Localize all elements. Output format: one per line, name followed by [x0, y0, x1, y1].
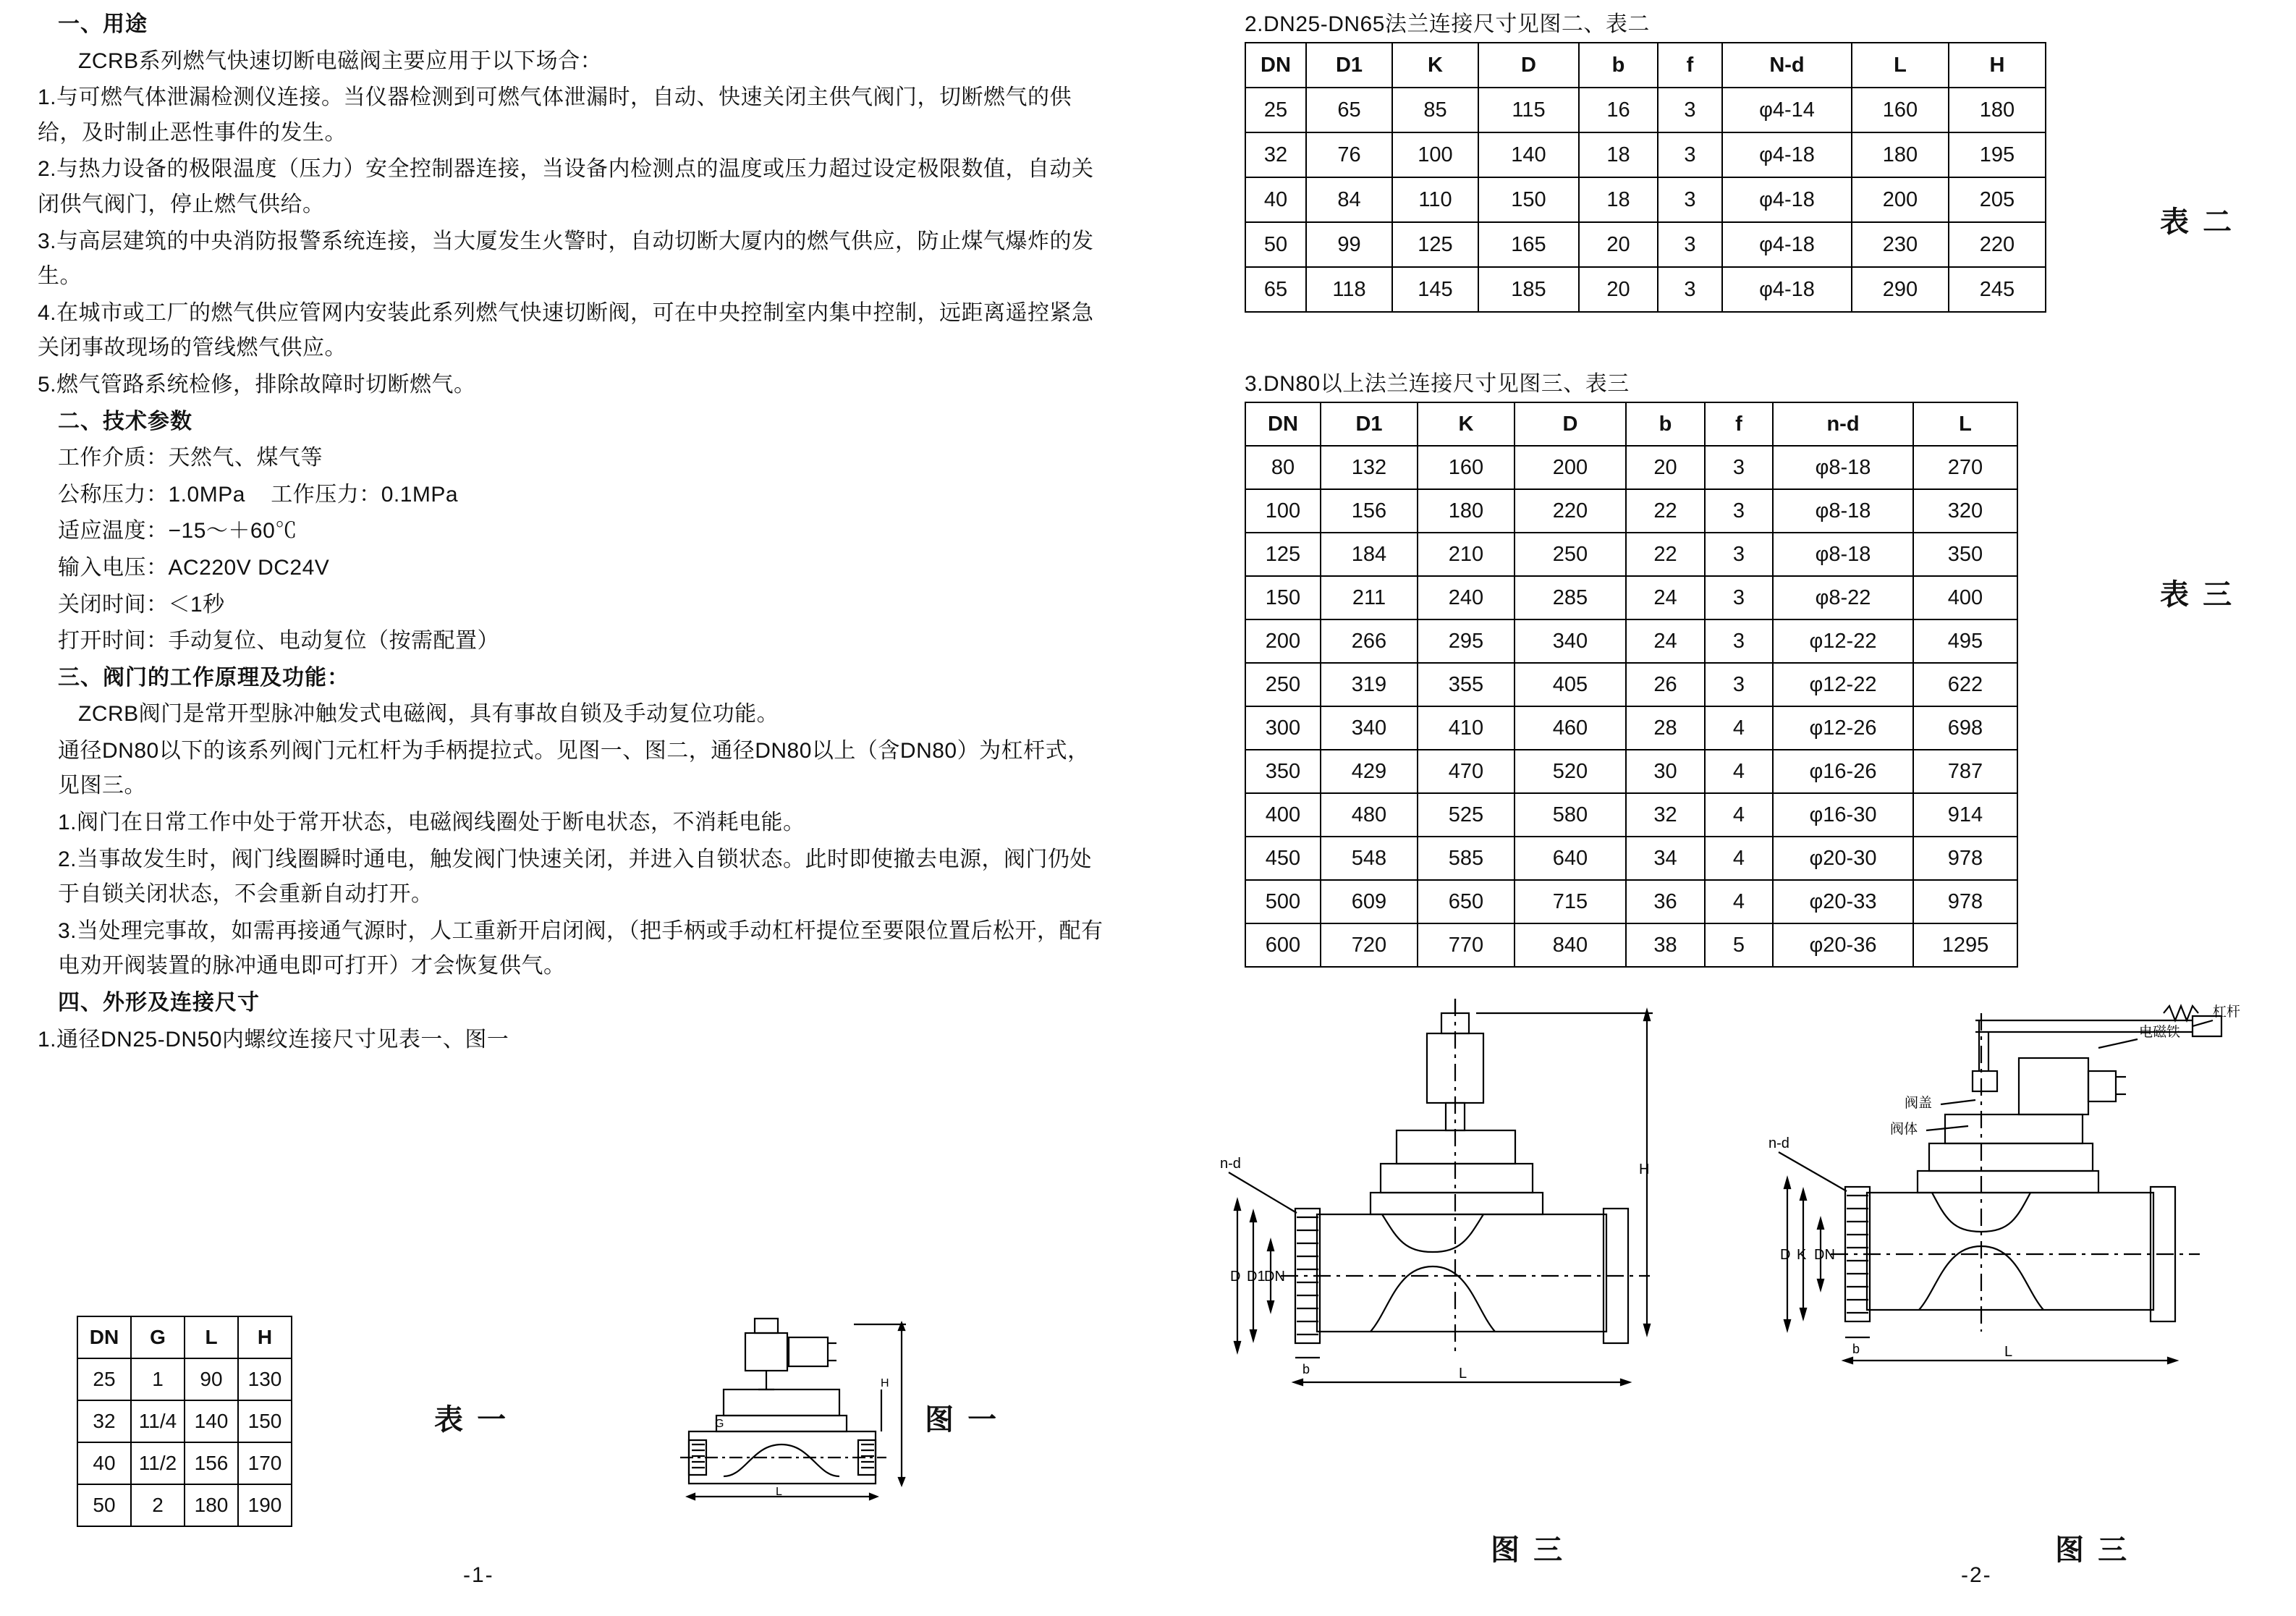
table-three-cell: 640: [1515, 837, 1626, 880]
table-one-header-cell: DN: [77, 1316, 131, 1358]
table-three-cell: 180: [1418, 489, 1515, 533]
table-two-cell: 245: [1949, 267, 2046, 312]
table-two-cell: 3: [1658, 132, 1722, 177]
table-three-cell: φ20-36: [1773, 923, 1913, 967]
table-three-cell: 220: [1515, 489, 1626, 533]
table-three-header-cell: D1: [1321, 402, 1418, 446]
table-three-cell: 38: [1626, 923, 1705, 967]
table-one-cell: 150: [238, 1400, 292, 1442]
figure-one-drawing: [637, 1303, 941, 1505]
table-three-cell: 914: [1913, 793, 2017, 837]
table-two-container: [1245, 42, 2046, 313]
table-two-cell: φ4-18: [1722, 177, 1852, 222]
table-row: [1245, 706, 2017, 750]
table-three-cell: 548: [1321, 837, 1418, 880]
table-one-cell: 40: [77, 1442, 131, 1484]
table-one-cell: 25: [77, 1358, 131, 1400]
table-three-header-cell: K: [1418, 402, 1515, 446]
table-one-cell: 170: [238, 1442, 292, 1484]
table-three-cell: φ8-18: [1773, 489, 1913, 533]
table-three-cell: φ8-22: [1773, 576, 1913, 619]
table-three-cell: 3: [1705, 576, 1773, 619]
table-three-cell: 200: [1515, 446, 1626, 489]
svg-text:L: L: [776, 1486, 782, 1498]
table-two-caption: 表 二: [2160, 206, 2235, 238]
table-one-cell: 156: [185, 1442, 238, 1484]
table-two-cell: 3: [1658, 88, 1722, 132]
table-three-header-cell: DN: [1245, 402, 1321, 446]
table-three-cell: 240: [1418, 576, 1515, 619]
table-two-cell: 84: [1306, 177, 1392, 222]
table-two-cell: 65: [1245, 267, 1306, 312]
table-row: [1245, 489, 2017, 533]
table-row: [1245, 222, 2046, 267]
body-paragraph: 1.与可燃气体泄漏检测仪连接。当仪器检测到可燃气体泄漏时，自动、快速关闭主供气阀门，切断燃气的供给，及时制止恶性事件的发生。: [38, 85, 1072, 145]
table-three-cell: 770: [1418, 923, 1515, 967]
table-row: [1245, 663, 2017, 706]
table-two-cell: 65: [1306, 88, 1392, 132]
table-row: [1245, 533, 2017, 576]
table-three-cell: 210: [1418, 533, 1515, 576]
table-three-cell: 125: [1245, 533, 1321, 576]
table-one-header-cell: G: [131, 1316, 185, 1358]
table-three-header-cell: b: [1626, 402, 1705, 446]
table-three-cell: φ12-22: [1773, 619, 1913, 663]
table-three-cell: 460: [1515, 706, 1626, 750]
table-three-cell: 3: [1705, 663, 1773, 706]
table-three-cell: φ8-18: [1773, 446, 1913, 489]
table-three-cell: 650: [1418, 880, 1515, 923]
table-row: [1245, 132, 2046, 177]
svg-text:DN: DN: [1814, 1247, 1835, 1263]
table-row: [1245, 177, 2046, 222]
svg-text:G: G: [715, 1418, 724, 1430]
table-one-cell: 50: [77, 1484, 131, 1526]
body-paragraph: 通径DN80以下的该系列阀门元杠杆为手柄提拉式。见图一、图二，通径DN80以上（含DN80）为杠杆式，见图三。: [58, 738, 1090, 798]
table-three-cell: 340: [1321, 706, 1418, 750]
table-three-cell: 355: [1418, 663, 1515, 706]
figure-three-b-caption: 图 三: [2055, 1534, 2130, 1566]
table-two-cell: 40: [1245, 177, 1306, 222]
table-three-cell: 150: [1245, 576, 1321, 619]
table-two-cell: 32: [1245, 132, 1306, 177]
body-paragraph: ZCRB系列燃气快速切断电磁阀主要应用于以下场合：: [78, 48, 603, 73]
table-three-container: [1245, 402, 2018, 968]
table-three-cell: 3: [1705, 446, 1773, 489]
table-two-cell: 165: [1478, 222, 1579, 267]
svg-text:D1: D1: [1247, 1269, 1266, 1285]
table-two-cell: 180: [1949, 88, 2046, 132]
table-row: [1245, 88, 2046, 132]
table-one-container: [77, 1316, 292, 1527]
table-three-cell: 250: [1515, 533, 1626, 576]
table-row: [1245, 880, 2017, 923]
table-three-header-row: [1245, 402, 2017, 446]
table-two-cell: 76: [1306, 132, 1392, 177]
table-three-cell: 715: [1515, 880, 1626, 923]
body-paragraph: 3.与高层建筑的中央消防报警系统连接，当大厦发生火警时，自动切断大厦内的燃气供应，防止煤气爆炸的发生。: [38, 229, 1094, 289]
table-one-cell: 32: [77, 1400, 131, 1442]
svg-text:L: L: [2004, 1344, 2013, 1360]
table-two-cell: 200: [1852, 177, 1949, 222]
left-text-block: [38, 7, 1109, 1059]
table-three-cell: 295: [1418, 619, 1515, 663]
table-two-cell: 20: [1579, 267, 1658, 312]
table-three-cell: 978: [1913, 837, 2017, 880]
section-heading: 二、技术参数: [58, 409, 192, 433]
table-three-header-cell: n-d: [1773, 402, 1913, 446]
table-three-cell: 495: [1913, 619, 2017, 663]
table-three-cell: 840: [1515, 923, 1626, 967]
table-two-cell: 18: [1579, 132, 1658, 177]
table-two-cell: 125: [1392, 222, 1478, 267]
table-one-caption: 表 一: [434, 1404, 509, 1436]
table-three-cell: 80: [1245, 446, 1321, 489]
table-three-cell: 20: [1626, 446, 1705, 489]
table-three-cell: φ12-22: [1773, 663, 1913, 706]
body-paragraph: 1.通径DN25-DN50内螺纹连接尺寸见表一、图一: [38, 1027, 509, 1052]
table-three-cell: 525: [1418, 793, 1515, 837]
table-two-cell: 118: [1306, 267, 1392, 312]
table-three-cell: 184: [1321, 533, 1418, 576]
table-two-cell: φ4-18: [1722, 267, 1852, 312]
table-three-cell: 580: [1515, 793, 1626, 837]
table-three-cell: 350: [1913, 533, 2017, 576]
page-number-right: -2-: [1961, 1563, 1992, 1587]
table-three-cell: 3: [1705, 619, 1773, 663]
section-heading: 一、用途: [58, 12, 148, 36]
table-two-cell: 16: [1579, 88, 1658, 132]
table-one: [77, 1316, 292, 1527]
body-paragraph: 工作介质：天然气、煤气等: [58, 446, 323, 470]
svg-text:阀体: 阀体: [1890, 1122, 1918, 1137]
svg-text:阀盖: 阀盖: [1905, 1096, 1933, 1111]
table-two-header-cell: DN: [1245, 43, 1306, 88]
table-three-cell: 200: [1245, 619, 1321, 663]
body-paragraph: 3.当处理完事故，如需再接通气源时，人工重新开启闭阀，（把手柄或手动杠杆提位至要限位置后松开，配有电劝开阀装置的脉冲通电即可打开）才会恢复供气。: [58, 918, 1103, 978]
table-two-cell: 3: [1658, 267, 1722, 312]
table-row: [77, 1442, 292, 1484]
table-three-cell: 32: [1626, 793, 1705, 837]
table-three-cell: 300: [1245, 706, 1321, 750]
table-three-cell: 520: [1515, 750, 1626, 793]
svg-text:n-d: n-d: [1768, 1135, 1789, 1151]
fig3a-nd-label: n-d: [1220, 1156, 1241, 1172]
table-row: [77, 1484, 292, 1526]
table-two-header-cell: b: [1579, 43, 1658, 88]
table-row: [1245, 446, 2017, 489]
table-one-cell: 2: [131, 1484, 185, 1526]
table-three-cell: 100: [1245, 489, 1321, 533]
table-three-cell: φ20-33: [1773, 880, 1913, 923]
table-two-header-cell: H: [1949, 43, 2046, 88]
table-three-cell: 480: [1321, 793, 1418, 837]
body-paragraph: 关闭时间：＜1秒: [58, 592, 225, 617]
table-three-caption: 表 三: [2160, 579, 2235, 611]
table-one-cell: 90: [185, 1358, 238, 1400]
table-three-cell: 720: [1321, 923, 1418, 967]
table-three-cell: 270: [1913, 446, 2017, 489]
table-three-cell: 340: [1515, 619, 1626, 663]
table-one-header-cell: L: [185, 1316, 238, 1358]
table-three-cell: φ8-18: [1773, 533, 1913, 576]
body-paragraph: 打开时间：手动复位、电动复位（按需配置）: [58, 629, 499, 653]
table-two-cell: 18: [1579, 177, 1658, 222]
table-three-cell: φ16-26: [1773, 750, 1913, 793]
section-heading: 四、外形及连接尺寸: [58, 991, 260, 1015]
table-one-cell: 180: [185, 1484, 238, 1526]
figure-three-a-caption: 图 三: [1491, 1534, 1566, 1566]
table-three-cell: 24: [1626, 576, 1705, 619]
table-row: [1245, 267, 2046, 312]
table-three-cell: φ16-30: [1773, 793, 1913, 837]
svg-text:K: K: [1797, 1247, 1807, 1263]
table-one-header-cell: H: [238, 1316, 292, 1358]
table-two-cell: 160: [1852, 88, 1949, 132]
table-three-cell: 4: [1705, 793, 1773, 837]
table-row: [1245, 923, 2017, 967]
svg-text:D: D: [1230, 1269, 1241, 1285]
body-paragraph: 公称压力：1.0MPa 工作压力：0.1MPa: [58, 482, 459, 507]
table-three-cell: 609: [1321, 880, 1418, 923]
table-three-cell: 266: [1321, 619, 1418, 663]
svg-text:H: H: [881, 1377, 889, 1389]
table-three-cell: 34: [1626, 837, 1705, 880]
table-three-cell: 132: [1321, 446, 1418, 489]
table-two-header-cell: N-d: [1722, 43, 1852, 88]
table-three-cell: 319: [1321, 663, 1418, 706]
table-two-cell: 100: [1392, 132, 1478, 177]
table-three-cell: 400: [1913, 576, 2017, 619]
table-three-cell: 3: [1705, 533, 1773, 576]
table-three-cell: 320: [1913, 489, 2017, 533]
table-one-cell: 1: [131, 1358, 185, 1400]
table-row: [1245, 576, 2017, 619]
body-paragraph: 5.燃气管路系统检修，排除故障时切断燃气。: [38, 372, 476, 397]
table-two-cell: 3: [1658, 177, 1722, 222]
table-one-cell: 190: [238, 1484, 292, 1526]
table-two: [1245, 42, 2046, 313]
svg-text:b: b: [1852, 1342, 1860, 1356]
table-three-header-cell: L: [1913, 402, 2017, 446]
figure-three-b-drawing: [1758, 991, 2265, 1513]
table-three-cell: 450: [1245, 837, 1321, 880]
table-row: [1245, 619, 2017, 663]
table-two-header-cell: D1: [1306, 43, 1392, 88]
table-three-cell: 600: [1245, 923, 1321, 967]
body-paragraph: 2.与热力设备的极限温度（压力）安全控制器连接，当设备内检测点的温度或压力超过设定极限数值，自动关闭供气阀门，停止燃气供给。: [38, 157, 1094, 216]
table-three-cell: 470: [1418, 750, 1515, 793]
table-three-cell: 22: [1626, 489, 1705, 533]
table-two-cell: 220: [1949, 222, 2046, 267]
svg-text:b: b: [1302, 1362, 1310, 1376]
body-paragraph: 适应温度：−15～＋60℃: [58, 519, 297, 543]
table-two-header-cell: L: [1852, 43, 1949, 88]
svg-text:电磁铁: 电磁铁: [2139, 1025, 2181, 1040]
svg-text:杠杆: 杠杆: [2213, 1004, 2241, 1020]
table-two-header-cell: f: [1658, 43, 1722, 88]
table-one-cell: 11/4: [131, 1400, 185, 1442]
table-three-cell: 585: [1418, 837, 1515, 880]
table-three-header-cell: f: [1705, 402, 1773, 446]
table-three-cell: 160: [1418, 446, 1515, 489]
table-row: [1245, 750, 2017, 793]
figure-three-a-drawing: [1216, 991, 1722, 1513]
table-two-cell: φ4-18: [1722, 222, 1852, 267]
table-three-cell: 400: [1245, 793, 1321, 837]
table-one-cell: 130: [238, 1358, 292, 1400]
table-two-cell: φ4-18: [1722, 132, 1852, 177]
table-three-cell: 24: [1626, 619, 1705, 663]
table-one-cell: 11/2: [131, 1442, 185, 1484]
table-three-cell: 4: [1705, 706, 1773, 750]
table-two-cell: 150: [1478, 177, 1579, 222]
table-three-cell: 5: [1705, 923, 1773, 967]
table-row: [1245, 837, 2017, 880]
table-two-cell: 145: [1392, 267, 1478, 312]
right-column: [1187, 0, 2296, 1616]
table-two-header-cell: K: [1392, 43, 1478, 88]
table-two-cell: 25: [1245, 88, 1306, 132]
page-number-left: -1-: [463, 1563, 494, 1587]
table-two-cell: 99: [1306, 222, 1392, 267]
body-paragraph: 2.当事故发生时，阀门线圈瞬时通电，触发阀门快速关闭，并进入自锁状态。此时即使撤去电源，阀门仍处于自锁关闭状态，不会重新自动打开。: [58, 847, 1093, 907]
table-two-cell: 20: [1579, 222, 1658, 267]
table-three-cell: 350: [1245, 750, 1321, 793]
body-paragraph: 输入电压：AC220V DC24V: [58, 555, 330, 580]
table-row: [77, 1358, 292, 1400]
table-three: [1245, 402, 2018, 968]
table-two-header-row: [1245, 43, 2046, 88]
body-paragraph: 4.在城市或工厂的燃气供应管网内安装此系列燃气快速切断阀，可在中央控制室内集中控制，远距离遥控紧急关闭事故现场的管线燃气供应。: [38, 300, 1094, 360]
table-three-cell: 429: [1321, 750, 1418, 793]
table-three-cell: 4: [1705, 750, 1773, 793]
table-three-cell: 211: [1321, 576, 1418, 619]
table-three-cell: 22: [1626, 533, 1705, 576]
table-three-cell: 4: [1705, 837, 1773, 880]
svg-text:DN: DN: [1264, 1269, 1285, 1285]
table-three-cell: 285: [1515, 576, 1626, 619]
table-three-cell: φ20-30: [1773, 837, 1913, 880]
table-three-cell: 405: [1515, 663, 1626, 706]
table-two-cell: 115: [1478, 88, 1579, 132]
table-row: [1245, 793, 2017, 837]
body-paragraph: ZCRB阀门是常开型脉冲触发式电磁阀，具有事故自锁及手动复位功能。: [78, 702, 779, 727]
heading-section-2: 2.DN25-DN65法兰连接尺寸见图二、表二: [1245, 12, 1650, 36]
table-two-cell: 230: [1852, 222, 1949, 267]
table-one-body: [77, 1358, 292, 1526]
table-two-cell: 50: [1245, 222, 1306, 267]
table-three-cell: 622: [1913, 663, 2017, 706]
table-two-cell: 180: [1852, 132, 1949, 177]
svg-text:L: L: [1459, 1366, 1467, 1382]
table-three-header-cell: D: [1515, 402, 1626, 446]
table-three-cell: 28: [1626, 706, 1705, 750]
table-two-cell: 85: [1392, 88, 1478, 132]
table-three-cell: 26: [1626, 663, 1705, 706]
table-three-cell: 410: [1418, 706, 1515, 750]
table-two-cell: 110: [1392, 177, 1478, 222]
table-three-cell: 787: [1913, 750, 2017, 793]
table-three-cell: 4: [1705, 880, 1773, 923]
table-three-cell: 250: [1245, 663, 1321, 706]
table-three-cell: 30: [1626, 750, 1705, 793]
table-three-cell: 698: [1913, 706, 2017, 750]
table-two-cell: 140: [1478, 132, 1579, 177]
table-two-cell: φ4-14: [1722, 88, 1852, 132]
table-three-cell: 978: [1913, 880, 2017, 923]
body-paragraph: 1.阀门在日常工作中处于常开状态，电磁阀线圈处于断电状态，不消耗电能。: [58, 811, 805, 835]
table-two-header-cell: D: [1478, 43, 1579, 88]
table-three-cell: 1295: [1913, 923, 2017, 967]
svg-text:H: H: [1639, 1162, 1650, 1177]
heading-section-3: 3.DN80以上法兰连接尺寸见图三、表三: [1245, 372, 1630, 396]
table-two-cell: 185: [1478, 267, 1579, 312]
table-two-cell: 195: [1949, 132, 2046, 177]
table-two-cell: 205: [1949, 177, 2046, 222]
table-one-header-row: [77, 1316, 292, 1358]
table-three-cell: 156: [1321, 489, 1418, 533]
table-two-cell: 3: [1658, 222, 1722, 267]
section-heading: 三、阀门的工作原理及功能：: [58, 665, 350, 690]
table-one-cell: 140: [185, 1400, 238, 1442]
svg-text:D: D: [1780, 1247, 1791, 1263]
table-two-body: [1245, 88, 2046, 312]
figure-one-caption: 图 一: [925, 1404, 1000, 1436]
table-three-cell: 3: [1705, 489, 1773, 533]
table-two-cell: 290: [1852, 267, 1949, 312]
table-row: [77, 1400, 292, 1442]
table-three-cell: 36: [1626, 880, 1705, 923]
table-three-cell: 500: [1245, 880, 1321, 923]
table-three-body: [1245, 446, 2017, 967]
table-three-cell: φ12-26: [1773, 706, 1913, 750]
